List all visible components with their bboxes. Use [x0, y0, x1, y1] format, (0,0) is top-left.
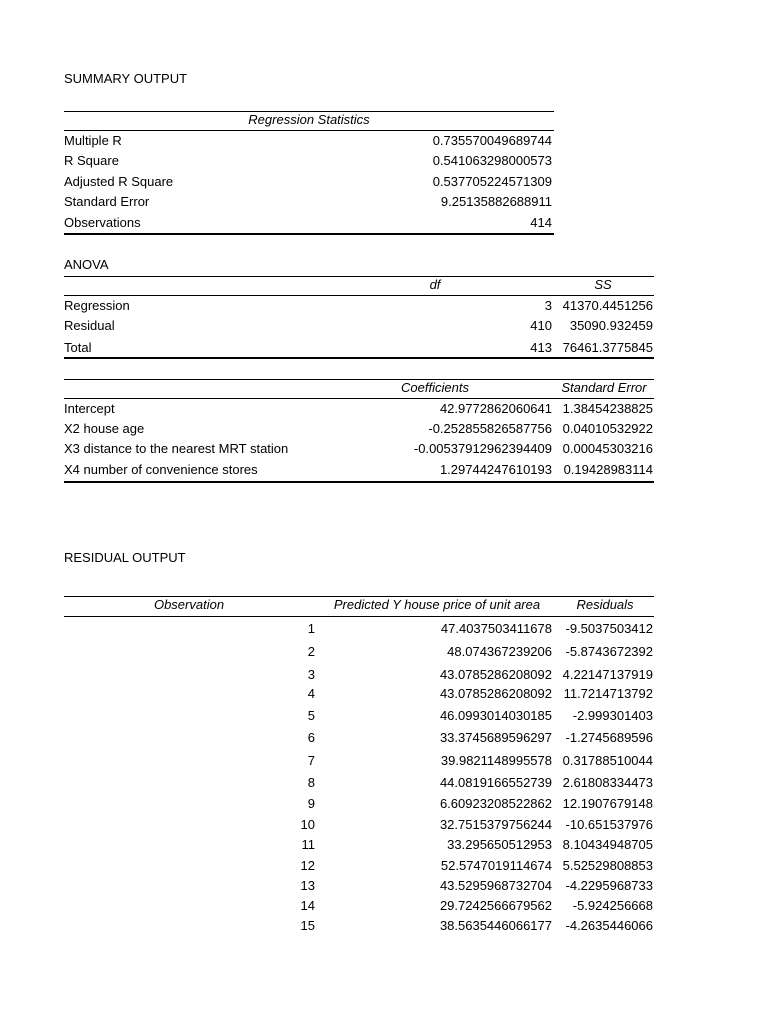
observation-number: 12: [300, 858, 315, 873]
predicted-value: 6.60923208522862: [439, 796, 552, 811]
anova-ss-value: 76461.3775845: [562, 340, 653, 355]
divider: [64, 130, 554, 131]
stat-label: R Square: [64, 153, 119, 168]
observation-number: 13: [300, 878, 315, 893]
anova-df-value: 410: [530, 318, 552, 333]
divider: [64, 276, 654, 277]
residual-value: -5.8743672392: [565, 644, 653, 659]
summary-output-title: SUMMARY OUTPUT: [64, 71, 188, 86]
anova-ss-header: SS: [594, 277, 612, 292]
stat-value: 9.25135882688911: [440, 194, 552, 209]
coef-label: Intercept: [64, 401, 115, 416]
anova-title: ANOVA: [64, 257, 109, 272]
predicted-value: 43.5295968732704: [439, 878, 552, 893]
observation-number: 4: [307, 686, 315, 701]
coef-value: 1.29744247610193: [439, 462, 552, 477]
anova-df-header: df: [429, 277, 441, 292]
predicted-value: 33.3745689596297: [439, 730, 552, 745]
observation-number: 11: [301, 837, 315, 852]
residual-value: 2.61808334473: [562, 775, 653, 790]
stat-value: 414: [530, 215, 552, 230]
residual-value: -9.5037503412: [565, 621, 653, 636]
residual-value: -10.651537976: [565, 817, 653, 832]
observation-number: 15: [300, 918, 315, 933]
anova-df-value: 413: [530, 340, 552, 355]
predicted-value: 32.7515379756244: [439, 817, 552, 832]
residual-value: -1.2745689596: [565, 730, 653, 745]
coefficients-header: Coefficients: [401, 380, 469, 395]
stat-value: 0.537705224571309: [432, 174, 552, 189]
coef-value: -0.00537912962394409: [413, 441, 552, 456]
divider: [64, 295, 654, 296]
coef-se-value: 0.00045303216: [562, 441, 653, 456]
residual-value: -5.924256668: [572, 898, 653, 913]
coef-value: -0.252855826587756: [428, 421, 552, 436]
stat-value: 0.735570049689744: [432, 133, 552, 148]
observation-number: 9: [307, 796, 315, 811]
residual-output-title: RESIDUAL OUTPUT: [64, 550, 186, 565]
anova-row-label: Regression: [64, 298, 130, 313]
coef-label: X2 house age: [64, 421, 145, 436]
stat-label: Multiple R: [64, 133, 122, 148]
predicted-value: 29.7242566679562: [439, 898, 552, 913]
residual-value: 4.22147137919: [562, 667, 653, 682]
divider: [64, 233, 554, 235]
predicted-value: 44.0819166552739: [439, 775, 552, 790]
stat-label: Standard Error: [64, 194, 150, 209]
predicted-value: 38.5635446066177: [439, 918, 552, 933]
residuals-header: Residuals: [576, 597, 634, 612]
residual-value: 11.7214713792: [563, 686, 653, 701]
observation-number: 10: [300, 817, 315, 832]
residual-value: -2.999301403: [572, 708, 653, 723]
coef-se-value: 0.19428983114: [563, 462, 653, 477]
predicted-value: 52.5747019114674: [440, 858, 552, 873]
coef-label: X3 distance to the nearest MRT station: [64, 441, 289, 456]
stat-label: Observations: [64, 215, 141, 230]
coef-label: X4 number of convenience stores: [64, 462, 258, 477]
divider: [64, 357, 654, 359]
predicted-value: 48.074367239206: [447, 644, 552, 659]
anova-ss-value: 35090.932459: [569, 318, 653, 333]
predicted-value: 47.4037503411678: [440, 621, 552, 636]
observation-number: 5: [307, 708, 315, 723]
stat-label: Adjusted R Square: [64, 174, 174, 189]
residual-value: 12.1907679148: [562, 796, 653, 811]
predicted-header: Predicted Y house price of unit area: [333, 597, 541, 612]
anova-df-value: 3: [544, 298, 552, 313]
residual-value: 5.52529808853: [562, 858, 653, 873]
divider: [64, 616, 654, 617]
observation-number: 3: [307, 667, 315, 682]
coef-se-value: 1.38454238825: [562, 401, 653, 416]
predicted-value: 39.9821148995578: [440, 753, 552, 768]
residual-value: 8.10434948705: [562, 837, 653, 852]
predicted-value: 33.295650512953: [447, 837, 552, 852]
anova-row-label: Residual: [64, 318, 115, 333]
observation-number: 6: [307, 730, 315, 745]
coef-se-value: 0.04010532922: [562, 421, 653, 436]
standard-error-header: Standard Error: [561, 380, 647, 395]
observation-number: 8: [307, 775, 315, 790]
observation-number: 14: [300, 898, 315, 913]
observation-number: 7: [307, 753, 315, 768]
coef-value: 42.9772862060641: [439, 401, 552, 416]
regression-statistics-header: Regression Statistics: [248, 112, 370, 127]
residual-value: -4.2295968733: [565, 878, 653, 893]
predicted-value: 43.0785286208092: [439, 667, 552, 682]
predicted-value: 46.0993014030185: [439, 708, 552, 723]
residual-value: 0.31788510044: [562, 753, 653, 768]
observation-header: Observation: [153, 597, 225, 612]
divider: [64, 481, 654, 483]
anova-row-label: Total: [64, 340, 92, 355]
observation-number: 2: [307, 644, 315, 659]
observation-number: 1: [307, 621, 315, 636]
stat-value: 0.541063298000573: [432, 153, 552, 168]
divider: [64, 398, 654, 399]
predicted-value: 43.0785286208092: [439, 686, 552, 701]
anova-ss-value: 41370.4451256: [562, 298, 653, 313]
residual-value: -4.2635446066: [565, 918, 653, 933]
